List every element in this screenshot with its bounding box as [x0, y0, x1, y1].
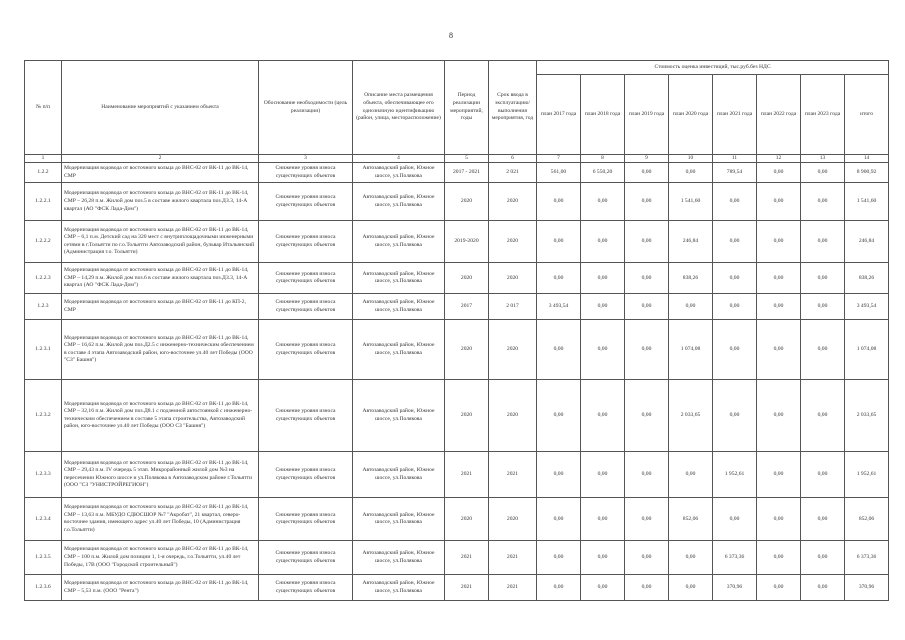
total-value: 246,84: [845, 221, 889, 263]
col-header-year: план 2019 года: [625, 75, 669, 155]
row-number: 1.2.2: [25, 163, 62, 183]
measure-name: Модернизация водовода от восточного кольца до ВНС-02 от ВК-11 до ВК-14, СМР – 29,43 п.м. IV очередь 5 этап. Микрорайонный жилой дом №3 на пересечении Южного шоссе и ул.Полякова в Автозаводском районе г.Тольятти (ООО "СЗ "УНИСТРОЙРЕГИОН"): [62, 452, 259, 498]
row-number: 1.2.3.3: [25, 452, 62, 498]
col-header-year: план 2020 года: [669, 75, 713, 155]
year-value: 0,00: [669, 163, 713, 183]
year-value: 0,00: [757, 221, 801, 263]
year-value: 1 074,08: [669, 320, 713, 380]
row-number: 1.2.3.1: [25, 320, 62, 380]
year-value: 0,00: [801, 498, 845, 541]
justification: Снижение уровня износа существующих объектов: [259, 163, 353, 183]
location: Автозаводский район, Южное шоссе, ул.Полякова: [353, 575, 445, 601]
commission-year: 2021: [489, 575, 537, 601]
row-number: 1.2.3.6: [25, 575, 62, 601]
year-value: 0,00: [757, 380, 801, 452]
col-header-period: Период реализации мероприятий, годы: [445, 61, 489, 155]
justification: Снижение уровня износа существующих объектов: [259, 498, 353, 541]
year-value: 0,00: [537, 452, 581, 498]
table-row: [25, 183, 889, 221]
year-value: 0,00: [713, 320, 757, 380]
total-value: 3 493,54: [845, 294, 889, 320]
year-value: 0,00: [801, 575, 845, 601]
period: 2021: [445, 452, 489, 498]
col-header-name: Наименование мероприятий с указанием объекта: [62, 61, 259, 155]
total-value: 838,26: [845, 263, 889, 294]
column-index: 1: [25, 155, 62, 163]
year-value: 0,00: [625, 541, 669, 575]
year-value: 561,00: [537, 163, 581, 183]
year-value: 0,00: [757, 575, 801, 601]
commission-year: 2020: [489, 320, 537, 380]
year-value: 0,00: [537, 380, 581, 452]
period: 2021: [445, 541, 489, 575]
commission-year: 2020: [489, 183, 537, 221]
year-value: 0,00: [757, 294, 801, 320]
investment-table: [24, 60, 889, 601]
table-row: [25, 575, 889, 601]
total-value: 6 373,36: [845, 541, 889, 575]
location: Автозаводский район, Южное шоссе, ул.Полякова: [353, 263, 445, 294]
table-row: [25, 263, 889, 294]
total-value: 1 074,08: [845, 320, 889, 380]
year-value: 789,54: [713, 163, 757, 183]
column-index: 7: [537, 155, 581, 163]
year-value: 0,00: [713, 183, 757, 221]
column-index: 5: [445, 155, 489, 163]
location: Автозаводский район, Южное шоссе, ул.Полякова: [353, 498, 445, 541]
col-header-location: Описание места размещения объекта, обеспечивающее его однозначную идентификацию (район, улица, месторасположение): [353, 61, 445, 155]
row-number: 1.2.2.1: [25, 183, 62, 221]
year-value: 0,00: [537, 263, 581, 294]
year-value: 0,00: [801, 221, 845, 263]
location: Автозаводский район, Южное шоссе, ул.Полякова: [353, 380, 445, 452]
column-index: 2: [62, 155, 259, 163]
year-value: 0,00: [581, 380, 625, 452]
period: 2017 - 2021: [445, 163, 489, 183]
measure-name: Модернизация водовода от восточного кольца до ВНС-02 от ВК-11 до ВК-14, СМР – 26,28 п.м. Жилой дом поз.5 в составе жилого квартала поз.ДЗ.3, 14-А квартал (АО "ФСК Лада-Дом"): [62, 183, 259, 221]
commission-year: 2021: [489, 452, 537, 498]
period: 2019-2020: [445, 221, 489, 263]
row-number: 1.2.3: [25, 294, 62, 320]
period: 2020: [445, 498, 489, 541]
year-value: 0,00: [581, 294, 625, 320]
year-value: 0,00: [581, 452, 625, 498]
col-header-year: план 2021 года: [713, 75, 757, 155]
year-value: 0,00: [581, 320, 625, 380]
total-value: 852,06: [845, 498, 889, 541]
location: Автозаводский район, Южное шоссе, ул.Полякова: [353, 452, 445, 498]
location: Автозаводский район, Южное шоссе, ул.Полякова: [353, 221, 445, 263]
year-value: 0,00: [757, 452, 801, 498]
year-value: 0,00: [537, 498, 581, 541]
year-value: 0,00: [581, 498, 625, 541]
year-value: 838,26: [669, 263, 713, 294]
year-value: 0,00: [581, 575, 625, 601]
total-value: 1 952,61: [845, 452, 889, 498]
year-value: 0,00: [801, 452, 845, 498]
table-row: [25, 541, 889, 575]
year-value: 0,00: [537, 541, 581, 575]
commission-year: 2 021: [489, 163, 537, 183]
year-value: 0,00: [625, 263, 669, 294]
table-row: [25, 498, 889, 541]
justification: Снижение уровня износа существующих объектов: [259, 221, 353, 263]
period: 2021: [445, 575, 489, 601]
column-index: 4: [353, 155, 445, 163]
location: Автозаводский район, Южное шоссе, ул.Полякова: [353, 183, 445, 221]
justification: Снижение уровня износа существующих объектов: [259, 263, 353, 294]
location: Автозаводский район, Южное шоссе, ул.Полякова: [353, 541, 445, 575]
year-value: 1 952,61: [713, 452, 757, 498]
year-value: 0,00: [669, 541, 713, 575]
col-header-justification: Обоснование необходимости (цель реализации): [259, 61, 353, 155]
year-value: 0,00: [757, 320, 801, 380]
commission-year: 2020: [489, 498, 537, 541]
column-index: 6: [489, 155, 537, 163]
year-value: 0,00: [757, 163, 801, 183]
commission-year: 2020: [489, 221, 537, 263]
year-value: 6 550,20: [581, 163, 625, 183]
year-value: 0,00: [757, 183, 801, 221]
year-value: 0,00: [669, 575, 713, 601]
row-number: 1.2.3.2: [25, 380, 62, 452]
total-value: 8 900,92: [845, 163, 889, 183]
column-index-row: [25, 155, 889, 163]
row-number: 1.2.2.3: [25, 263, 62, 294]
justification: Снижение уровня износа существующих объектов: [259, 575, 353, 601]
year-value: 0,00: [625, 575, 669, 601]
col-header-commission: Срок ввода в эксплуатацию/ выполнения мероприятия, год: [489, 61, 537, 155]
year-value: 0,00: [801, 380, 845, 452]
col-header-year: план 2022 года: [757, 75, 801, 155]
justification: Снижение уровня износа существующих объектов: [259, 452, 353, 498]
year-value: 0,00: [801, 163, 845, 183]
row-number: 1.2.2.2: [25, 221, 62, 263]
year-value: 852,06: [669, 498, 713, 541]
year-value: 0,00: [713, 498, 757, 541]
year-value: 246,84: [669, 221, 713, 263]
year-value: 0,00: [713, 294, 757, 320]
col-header-cost-group: Стоимость оценка инвестиций, тыс.руб.без НДС: [537, 61, 889, 75]
measure-name: Модернизация водовода от восточного кольца до ВНС-02 от ВК-11 до ВК-14, СМР – 16,62 п.м. Жилой дом поз.Д2.5 с инженерно-техническим обеспечением в составе 4 этапа Автозаводский район, юго-восточнее ул.40 лет Победы (ООО "СЗ" Башня"): [62, 320, 259, 380]
column-index: 13: [801, 155, 845, 163]
year-value: 0,00: [801, 294, 845, 320]
year-value: 0,00: [625, 320, 669, 380]
table-row: [25, 163, 889, 183]
column-index: 9: [625, 155, 669, 163]
measure-name: Модернизация водовода от восточного кольца до ВНС-02 от ВК-11 до ВК-14, СМР – 6,1 п.м. Детский сад на 320 мест с внутриплощадочными инженерными сетями в г.Тольятти по г.о.Тольятти Автозаводский район, бульвар Итальянский (Администрация г.о. Тольятти): [62, 221, 259, 263]
justification: Снижение уровня износа существующих объектов: [259, 294, 353, 320]
year-value: 0,00: [757, 498, 801, 541]
measure-name: Модернизация водовода от восточного кольца до ВНС-02 от ВК-11 до КП-2, СМР: [62, 294, 259, 320]
col-header-total: итого: [845, 75, 889, 155]
measure-name: Модернизация водовода от восточного кольца до ВНС-02 от ВК-11 до ВК-14, СМР – 32,16 п.м. Жилой дом поз.Д8.1 с подземной автостоянкой с инженерно-техническим обеспечением в составе 5 этапа строительства, Автозаводский район, юго-восточнее ул.40 лет Победы (ООО СЗ "Башня"): [62, 380, 259, 452]
column-index: 12: [757, 155, 801, 163]
year-value: 0,00: [537, 320, 581, 380]
column-index: 8: [581, 155, 625, 163]
total-value: 370,96: [845, 575, 889, 601]
justification: Снижение уровня износа существующих объектов: [259, 320, 353, 380]
col-header-num: № п/п: [25, 61, 62, 155]
year-value: 0,00: [625, 452, 669, 498]
commission-year: 2021: [489, 541, 537, 575]
row-number: 1.2.3.4: [25, 498, 62, 541]
year-value: 0,00: [713, 380, 757, 452]
year-value: 0,00: [757, 541, 801, 575]
year-value: 1 541,60: [669, 183, 713, 221]
year-value: 0,00: [537, 183, 581, 221]
location: Автозаводский район, Южное шоссе, ул.Полякова: [353, 163, 445, 183]
col-header-year: план 2017 года: [537, 75, 581, 155]
period: 2020: [445, 263, 489, 294]
year-value: 0,00: [625, 183, 669, 221]
measure-name: Модернизация водовода от восточного кольца до ВНС-02 от ВК-11 до ВК-14, СМР: [62, 163, 259, 183]
year-value: 0,00: [713, 221, 757, 263]
commission-year: 2020: [489, 380, 537, 452]
commission-year: 2020: [489, 263, 537, 294]
measure-name: Модернизация водовода от восточного кольца до ВНС-02 от ВК-11 до ВК-14, СМР – 100 п.м. Жилой дом позиции 1, 1-я очередь, г.о.Тольятти, ул.40 лет Победы, 17В (ООО "Городской строительный"): [62, 541, 259, 575]
year-value: 0,00: [625, 294, 669, 320]
year-value: 0,00: [581, 541, 625, 575]
table-row: [25, 380, 889, 452]
year-value: 0,00: [537, 221, 581, 263]
year-value: 0,00: [581, 221, 625, 263]
period: 2020: [445, 183, 489, 221]
year-value: 0,00: [801, 183, 845, 221]
year-value: 6 373,36: [713, 541, 757, 575]
column-index: 11: [713, 155, 757, 163]
year-value: 0,00: [801, 263, 845, 294]
column-index: 10: [669, 155, 713, 163]
page-number: 8: [449, 31, 453, 40]
column-index: 14: [845, 155, 889, 163]
measure-name: Модернизация водовода от восточного кольца до ВНС-02 от ВК-11 до ВК-14, СМР – 5,53 п.м. (ООО "Рента"): [62, 575, 259, 601]
year-value: 0,00: [625, 221, 669, 263]
measure-name: Модернизация водовода от восточного кольца до ВНС-02 от ВК-11 до ВК-14, СМР – 14,29 п.м. Жилой дом поз.6 в составе жилого квартала поз.ДЗ.3, 14-А квартал (АО "ФСК Лада-Дом"): [62, 263, 259, 294]
period: 2020: [445, 380, 489, 452]
total-value: 1 541,60: [845, 183, 889, 221]
year-value: 370,96: [713, 575, 757, 601]
year-value: 0,00: [625, 163, 669, 183]
year-value: 0,00: [669, 452, 713, 498]
justification: Снижение уровня износа существующих объектов: [259, 380, 353, 452]
year-value: 0,00: [625, 498, 669, 541]
table-row: [25, 452, 889, 498]
year-value: 0,00: [801, 320, 845, 380]
location: Автозаводский район, Южное шоссе, ул.Полякова: [353, 294, 445, 320]
justification: Снижение уровня износа существующих объектов: [259, 183, 353, 221]
period: 2020: [445, 320, 489, 380]
year-value: 0,00: [581, 263, 625, 294]
year-value: 2 033,65: [669, 380, 713, 452]
year-value: 0,00: [757, 263, 801, 294]
year-value: 0,00: [669, 294, 713, 320]
year-value: 0,00: [625, 380, 669, 452]
year-value: 3 493,54: [537, 294, 581, 320]
col-header-year: план 2023 года: [801, 75, 845, 155]
commission-year: 2 017: [489, 294, 537, 320]
year-value: 0,00: [713, 263, 757, 294]
justification: Снижение уровня износа существующих объектов: [259, 541, 353, 575]
column-index: 3: [259, 155, 353, 163]
table-row: [25, 221, 889, 263]
period: 2017: [445, 294, 489, 320]
total-value: 2 033,65: [845, 380, 889, 452]
table-row: [25, 320, 889, 380]
col-header-year: план 2018 года: [581, 75, 625, 155]
row-number: 1.2.3.5: [25, 541, 62, 575]
table-row: [25, 294, 889, 320]
year-value: 0,00: [537, 575, 581, 601]
location: Автозаводский район, Южное шоссе, ул.Полякова: [353, 320, 445, 380]
year-value: 0,00: [801, 541, 845, 575]
year-value: 0,00: [581, 183, 625, 221]
measure-name: Модернизация водовода от восточного кольца до ВНС-02 от ВК-11 до ВК-14, СМР – 13,63 п.м. МБУДО СДЮСШОР №7 "Акробат", 21 квартал, северо-восточнее здания, имеющего адрес ул.40 лет Победы, 10 (Администрация г.о.Тольятти): [62, 498, 259, 541]
